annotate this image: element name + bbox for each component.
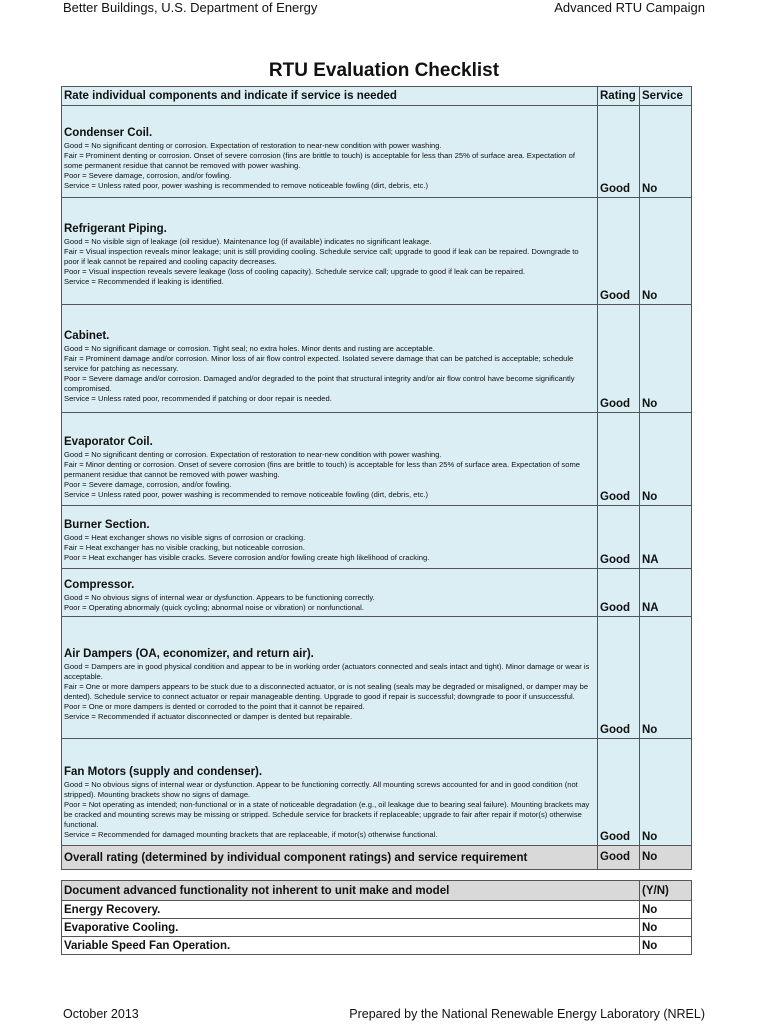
criteria-line: Good = No significant damage or corrosion. Tight seal; no extra holes. Minor dents and rusting are acceptable. — [64, 343, 435, 353]
criteria-line: Fair = Heat exchanger has no visible cracking, but noticeable corrosion. — [64, 542, 305, 552]
functionality-value[interactable]: No — [640, 901, 692, 919]
component-row — [62, 198, 692, 305]
criteria-line: Fair = Minor denting or corrosion. Onset of severe corrosion (fins are brittle to touch) is acceptable for less than 25% of surface area. Expectation of some permanent residue that cannot be removed with power washing. — [64, 459, 580, 479]
functionality-table — [61, 880, 692, 955]
criteria-line: Good = No obvious signs of internal wear or dysfunction. Appear to be functioning correctly. All mounting screws accounted for and in good condition (not stripped). Mounting brackets show no signs of damage. — [64, 779, 578, 799]
criteria-line: Fair = Prominent denting or corrosion. Onset of severe corrosion (fins are brittle to touch) is acceptable for less than 25% of surface area. Expectation of some permanent residue that cannot be removed with power washing. — [64, 150, 575, 170]
table-header-label: Rate individual components and indicate if service is needed — [62, 87, 598, 106]
criteria-line: Fair = One or more dampers appears to be stuck due to a disconnected actuator, or is not sealing (seals may be degraded or misaligned, or damper may be dented). Schedule service to connect actuator or repair manageable denting. Upgrade to good if repair is successful; downgrade to poor if unsuccessful. — [64, 681, 589, 701]
functionality-label: Energy Recovery. — [62, 901, 640, 919]
overall-service-cell[interactable]: No — [640, 846, 692, 870]
page-title: RTU Evaluation Checklist — [268, 60, 500, 81]
footer-date: October 2013 — [63, 1007, 139, 1021]
component-row — [62, 739, 692, 846]
criteria-line: Poor = Not operating as intended; non-functional or in a state of noticeable degradation (e.g., oil leakage due to bearing seal failure). Mounting brackets may be cracked and mounting screws may be missing or stripped. Schedule service for brackets if replaceable; upgrade to fair after repair if motor(s) otherwise functional. — [64, 799, 590, 829]
functionality-row — [62, 937, 692, 955]
component-title: Evaporator Coil. — [64, 436, 153, 448]
component-row — [62, 506, 692, 569]
component-title: Cabinet. — [64, 330, 110, 342]
component-row — [62, 569, 692, 617]
table-header-row — [62, 87, 692, 106]
rating-cell[interactable]: Good — [598, 506, 640, 569]
rating-header: Rating — [598, 87, 640, 106]
rating-cell[interactable]: Good — [598, 413, 640, 506]
component-description — [62, 305, 598, 413]
service-cell[interactable]: No — [640, 739, 692, 846]
component-description — [62, 506, 598, 569]
service-cell[interactable]: NA — [640, 569, 692, 617]
criteria-line: Good = Heat exchanger shows no visible signs of corrosion or cracking. — [64, 532, 306, 542]
service-cell[interactable]: No — [640, 198, 692, 305]
functionality-row — [62, 901, 692, 919]
component-title: Air Dampers (OA, economizer, and return air). — [64, 648, 314, 660]
service-header: Service — [640, 87, 692, 106]
component-description — [62, 106, 598, 198]
component-description — [62, 739, 598, 846]
service-cell[interactable]: No — [640, 413, 692, 506]
criteria-line: Poor = Operating abnormaly (quick cycling; abnormal noise or vibration) or nonfunctional. — [64, 602, 364, 612]
rating-cell[interactable]: Good — [598, 305, 640, 413]
component-title: Compressor. — [64, 579, 135, 591]
service-cell[interactable]: No — [640, 617, 692, 739]
service-cell[interactable]: No — [640, 305, 692, 413]
criteria-line: Poor = Severe damage and/or corrosion. Damaged and/or degraded to the point that structural integrity and/or air flow control have become significantly compromised. — [64, 373, 575, 393]
component-row — [62, 106, 692, 198]
component-description — [62, 413, 598, 506]
functionality-row — [62, 919, 692, 937]
criteria-line: Service = Unless rated poor, power washing is recommended to remove noticeable fowling (dirt, debris, etc.) — [64, 490, 429, 499]
rating-cell[interactable]: Good — [598, 198, 640, 305]
functionality-label: Variable Speed Fan Operation. — [62, 937, 640, 955]
functionality-value[interactable]: No — [640, 937, 692, 955]
criteria-line: Poor = Severe damage, corrosion, and/or fowling. — [64, 170, 232, 180]
component-row — [62, 617, 692, 739]
functionality-header-label: Document advanced functionality not inherent to unit make and model — [62, 881, 640, 901]
rating-cell[interactable]: Good — [598, 739, 640, 846]
service-cell[interactable]: NA — [640, 506, 692, 569]
component-description — [62, 617, 598, 739]
rating-cell[interactable]: Good — [598, 106, 640, 198]
criteria-line: Fair = Prominent damage and/or corrosion. Minor loss of air flow control expected. Isolated severe damage that can be patched is acceptable; schedule service for patching as necessary. — [64, 353, 574, 373]
rating-cell[interactable]: Good — [598, 617, 640, 739]
criteria-line: Good = No significant denting or corrosion. Expectation of restoration to near-new condition with power washing. — [64, 140, 442, 150]
criteria-line: Good = No significant denting or corrosion. Expectation of restoration to near-new condition with power washing. — [64, 449, 442, 459]
footer-prepared-by: Prepared by the National Renewable Energy Laboratory (NREL) — [349, 1007, 705, 1021]
header-campaign: Advanced RTU Campaign — [554, 0, 705, 15]
criteria-line: Good = No obvious signs of internal wear or dysfunction. Appears to be functioning correctly. — [64, 592, 375, 602]
component-title: Refrigerant Piping. — [64, 223, 167, 235]
service-cell[interactable]: No — [640, 106, 692, 198]
functionality-label: Evaporative Cooling. — [62, 919, 640, 937]
criteria-line: Service = Unless rated poor, recommended if patching or door repair is needed. — [64, 394, 332, 404]
criteria-line: Good = Dampers are in good physical condition and appear to be in working order (actuators connected and seals intact and tight). Minor damage or wear is acceptable. — [64, 661, 590, 681]
functionality-header-row — [62, 881, 692, 901]
evaluation-table — [61, 86, 692, 870]
criteria-line: Service = Recommended for damaged mounting brackets that are replaceable, if motor(s) otherwise functional. — [64, 830, 438, 840]
criteria-line: Service = Recommended if actuator disconnected or damper is dented but repairable. — [64, 712, 353, 722]
criteria-line: Good = No visible sign of leakage (oil residue). Maintenance log (if available) indicates no significant leakage. — [64, 236, 432, 246]
functionality-value[interactable]: No — [640, 919, 692, 937]
criteria-line: Fair = Visual inspection reveals minor leakage; unit is still providing cooling. Schedule service call; upgrade to good if leak can be repaired. Downgrade to poor if leak cannot be repaired and cooling capacity decreases. — [64, 246, 579, 266]
component-title: Burner Section. — [64, 519, 150, 531]
component-title: Condenser Coil. — [64, 127, 153, 139]
criteria-line: Poor = Severe damage, corrosion, and/or fowling. — [64, 479, 232, 489]
component-description — [62, 198, 598, 305]
header-organization: Better Buildings, U.S. Department of Energy — [63, 0, 318, 15]
yn-header: (Y/N) — [640, 881, 692, 901]
criteria-line: Poor = Heat exchanger has visible cracks. Severe corrosion and/or fowling create high likelihood of cracking. — [64, 552, 430, 562]
criteria-line: Poor = One or more dampers is dented or corroded to the point that it cannot be repaired. — [64, 702, 365, 711]
criteria-line: Service = Unless rated poor, power washing is recommended to remove noticeable fowling (dirt, debris, etc.) — [64, 181, 429, 190]
overall-label: Overall rating (determined by individual component ratings) and service requirement — [62, 846, 598, 870]
component-row — [62, 305, 692, 413]
overall-rating-cell[interactable]: Good — [598, 846, 640, 870]
component-description — [62, 569, 598, 617]
rating-cell[interactable]: Good — [598, 569, 640, 617]
component-row — [62, 413, 692, 506]
component-title: Fan Motors (supply and condenser). — [64, 766, 263, 778]
overall-row — [62, 846, 692, 870]
criteria-line: Service = Recommended if leaking is identified. — [64, 277, 224, 286]
criteria-line: Poor = Visual inspection reveals severe leakage (loss of cooling capacity). Schedule service call; upgrade to good if leak can be repaired. — [64, 266, 526, 276]
